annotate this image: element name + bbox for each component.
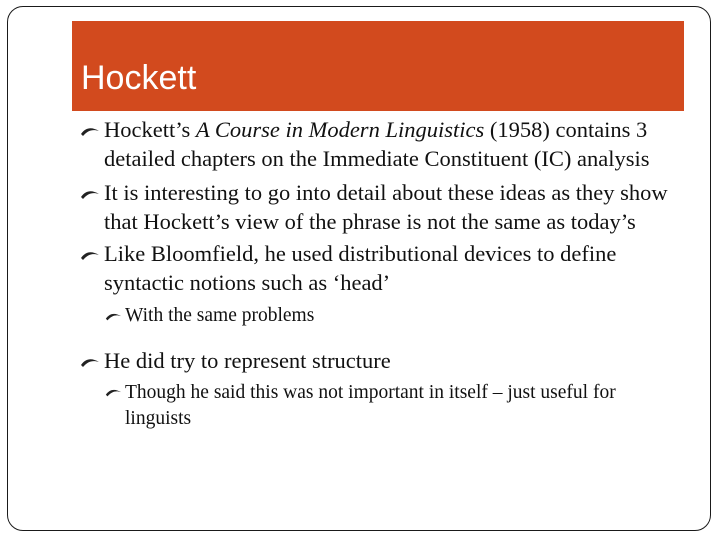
- book-title: A Course in Modern Linguistics: [195, 117, 485, 142]
- swoosh-bullet-icon: [80, 116, 104, 145]
- bullet-item: [80, 179, 680, 236]
- bullet-text: Like Bloomfield, he used distributional devices to define syntactic notions such as ‘head’: [104, 241, 617, 295]
- bullet-text-post: (1958) contains 3 detailed chapters on the Immediate Constituent (IC) analysis: [104, 117, 650, 171]
- swoosh-bullet-icon: [105, 303, 125, 329]
- sub-bullet-text: With the same problems: [125, 305, 315, 326]
- bullet-text-pre: Hockett’s: [104, 117, 196, 142]
- swoosh-bullet-icon: [80, 240, 104, 269]
- bullet-item: [80, 347, 680, 376]
- bullet-item: [80, 240, 680, 297]
- bullet-text: He did try to represent structure: [104, 348, 391, 373]
- bullet-item: [80, 116, 680, 173]
- swoosh-bullet-icon: [80, 179, 104, 208]
- sub-bullet-item: [80, 380, 680, 432]
- sub-bullet-text: Though he said this was not important in itself – just useful for linguists: [125, 381, 616, 429]
- bullet-text: It is interesting to go into detail about these ideas as they show that Hockett’s view of the phrase is not the same as today’s: [104, 180, 668, 234]
- swoosh-bullet-icon: [105, 380, 125, 406]
- sub-bullet-item: [80, 303, 680, 329]
- swoosh-bullet-icon: [80, 347, 104, 376]
- slide-body: [80, 116, 680, 442]
- slide-title: Hockett: [81, 59, 197, 97]
